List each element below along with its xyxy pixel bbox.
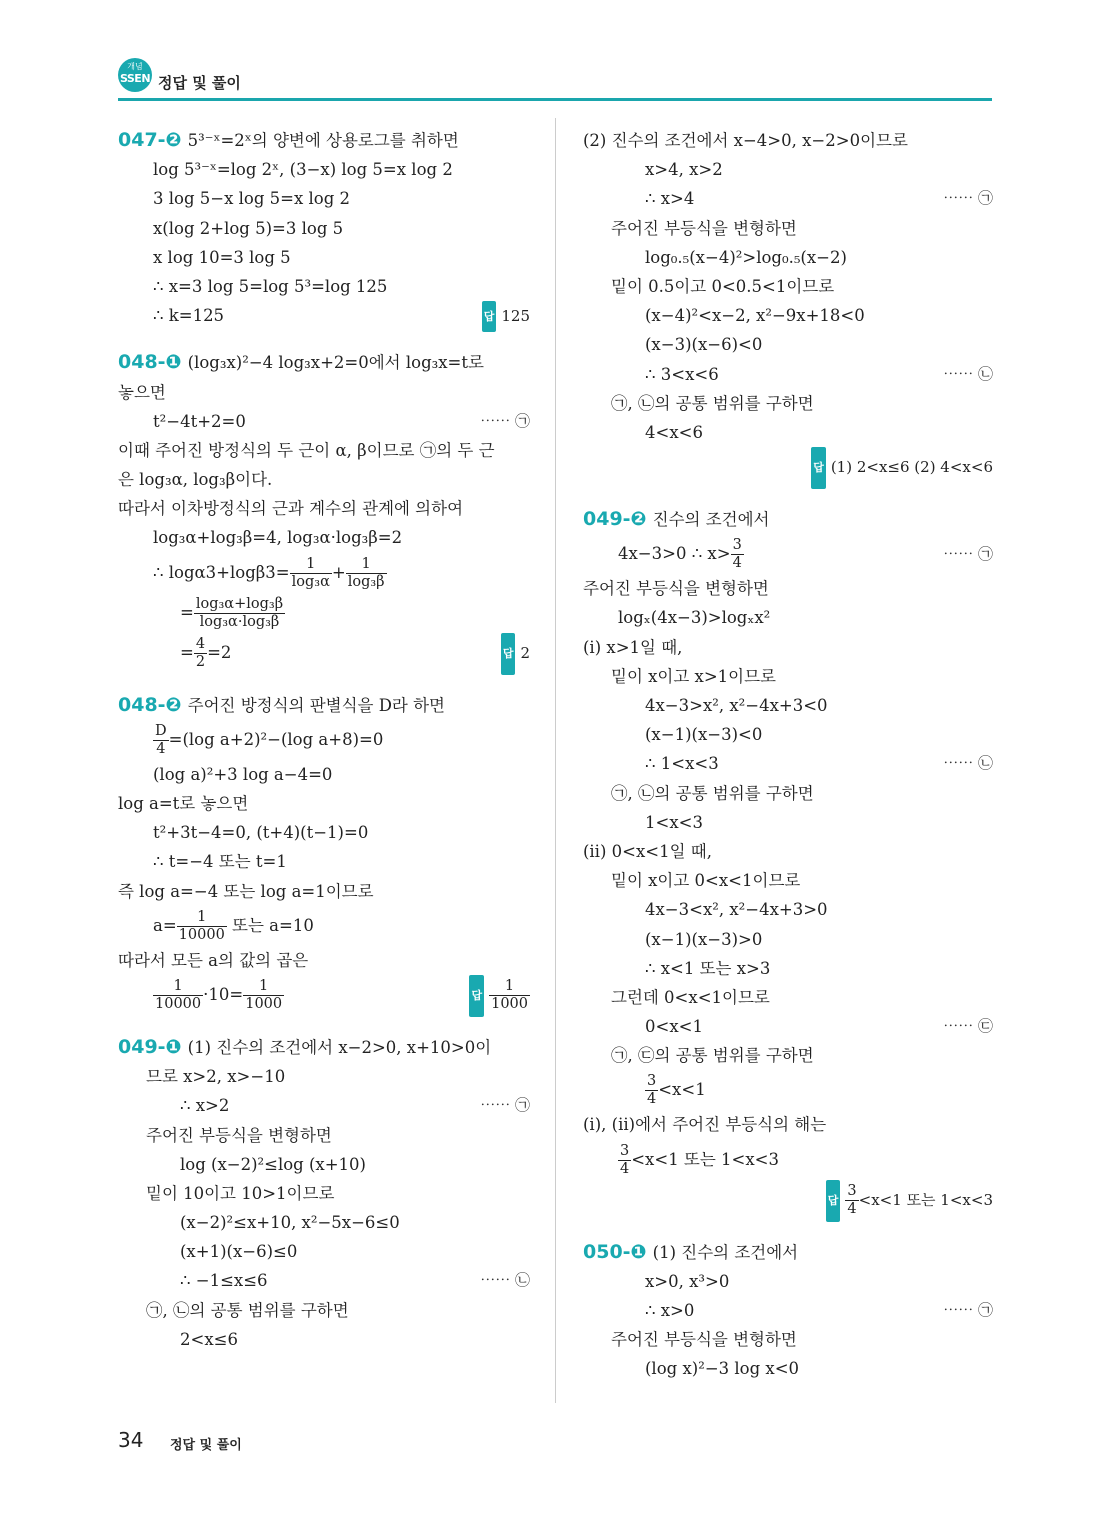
solution-line [118, 1237, 530, 1266]
numerator: 1 [489, 978, 530, 996]
solution-line [118, 633, 530, 673]
fraction [177, 909, 227, 944]
equation-marker: ⋯⋯ ㉠ [943, 1301, 993, 1319]
solution-line [118, 975, 530, 1015]
line-text: 또는 a=10 [226, 915, 314, 935]
fraction [194, 636, 207, 671]
line-text: 주어진 부등식을 변형하면 [583, 579, 769, 599]
line-text: 그런데 0<x<1이므로 [611, 987, 770, 1007]
line-text: <x<1 또는 1<x<3 [631, 1149, 780, 1169]
solution-line [583, 1110, 993, 1139]
solution-line [583, 184, 993, 213]
solution-line [118, 1062, 530, 1091]
answer-badge: 답 [811, 447, 826, 489]
denominator: log₃α·log₃β [199, 613, 280, 630]
fraction [194, 596, 285, 631]
line-text: ∴ logα3+logβ3= [153, 562, 290, 582]
solution-line [583, 214, 993, 243]
solution-line [118, 1179, 530, 1208]
solution-line [118, 760, 530, 789]
answer-value: (1) 2<x≤6 (2) 4<x<6 [830, 458, 993, 477]
numerator: 1 [243, 978, 284, 996]
page-number: 34 [118, 1428, 144, 1452]
line-text: (log a)²+3 log a−4=0 [153, 764, 333, 784]
solution-line [118, 243, 530, 272]
page-header [118, 58, 992, 102]
numerator: 1 [177, 909, 227, 927]
problem-number: 047-❷ [118, 129, 182, 151]
left-column [118, 126, 530, 1354]
numerator: 4 [195, 635, 206, 652]
answer-fraction [489, 978, 530, 1013]
solution-line [583, 389, 993, 418]
logo-line2: SSEN [119, 72, 151, 85]
solution-line [583, 447, 993, 487]
solution-line [583, 603, 993, 632]
line-text: ∴ 3<x<6 [645, 364, 719, 384]
numerator: 1 [346, 556, 387, 574]
solution-line [583, 574, 993, 603]
footer-title: 정답 및 풀이 [170, 1438, 242, 1453]
line-text: ∴ x>0 [645, 1301, 695, 1320]
line-text: <x<1 [658, 1080, 706, 1100]
line-text: (log x)²−3 log x<0 [645, 1359, 800, 1379]
solution-line [583, 1325, 993, 1354]
line-text: 즉 log a=−4 또는 log a=1이므로 [118, 881, 374, 901]
line-text: logₓ(4x−3)>logₓx² [618, 608, 771, 628]
solution-line [118, 553, 530, 593]
line-text: t²−4t+2=0 [153, 411, 246, 431]
line-text: x>0, x³>0 [645, 1271, 730, 1291]
solution-line [118, 906, 530, 946]
solution-line [583, 633, 993, 662]
line-text: 2<x≤6 [180, 1329, 238, 1349]
line-text: = [180, 602, 194, 622]
solution-line [118, 789, 530, 818]
answer-value: 2 [520, 643, 530, 662]
operator: + [331, 562, 346, 582]
fraction [153, 978, 203, 1013]
logo-line1: 개념 [127, 62, 143, 71]
line-text: (1) 진수의 조건에서 x−2>0, x+10>0이 [187, 1037, 492, 1057]
line-text: 4<x<6 [645, 422, 703, 442]
solution-line [118, 1091, 530, 1120]
line-text: (ⅰ), (ⅱ)에서 주어진 부등식의 해는 [583, 1115, 827, 1135]
equation-marker: ⋯⋯ ㉡ [943, 754, 993, 773]
answer [826, 1180, 993, 1222]
denominator: 1000 [245, 995, 283, 1012]
solution-line [118, 720, 530, 760]
equation-marker: ⋯⋯ ㉠ [943, 545, 993, 564]
line-text: ∴ 1<x<3 [645, 754, 719, 774]
line-text: (x−3)(x−6)<0 [645, 335, 763, 355]
line-text: ㉠, ㉢의 공통 범위를 구하면 [611, 1046, 814, 1066]
denominator: 4 [647, 1091, 657, 1108]
solution-line [118, 184, 530, 213]
line-text: (x−2)²≤x+10, x²−5x−6≤0 [180, 1213, 400, 1233]
line-text: ㉠, ㉡의 공통 범위를 구하면 [611, 783, 814, 803]
answer-value: <x<1 또는 1<x<3 [858, 1190, 993, 1209]
line-text: ∴ t=−4 또는 t=1 [153, 852, 287, 872]
solution-line [583, 662, 993, 691]
solution-line [583, 1140, 993, 1180]
solution-line [118, 1150, 530, 1179]
line-text: (x−4)²<x−2, x²−9x+18<0 [645, 306, 865, 326]
problem-number: 048-❶ [118, 351, 182, 374]
answer [482, 301, 530, 332]
answer-badge: 답 [482, 301, 497, 332]
line-text: =(log a+2)²−(log a+8)=0 [168, 729, 384, 749]
fraction [645, 1073, 658, 1108]
denominator: 1000 [491, 996, 528, 1013]
solution-line [118, 847, 530, 876]
solution-line [118, 1296, 530, 1325]
equation-marker: ⋯⋯ ㉠ [480, 1096, 530, 1115]
line-text: ㉠, ㉡의 공통 범위를 구하면 [146, 1300, 349, 1320]
line-text: 따라서 이차방정식의 근과 계수의 관계에 의하여 [118, 499, 464, 519]
denominator: 10000 [155, 995, 202, 1012]
line-text: t²+3t−4=0, (t+4)(t−1)=0 [153, 823, 369, 843]
problem-number: 050-❶ [583, 1240, 647, 1263]
equation-marker: ⋯⋯ ㉡ [480, 1271, 530, 1290]
problem-header [118, 691, 530, 720]
answer-badge: 답 [826, 1180, 841, 1222]
line-text: 4x−3<x², x²−4x+3>0 [645, 900, 828, 920]
solution-line [583, 1070, 993, 1110]
solution-line [583, 954, 993, 983]
denominator: 4 [732, 555, 742, 572]
numerator: 3 [732, 537, 742, 554]
problem-header [583, 1238, 993, 1267]
equation-marker: ⋯⋯ ㉢ [943, 1017, 993, 1036]
solution-line [583, 983, 993, 1012]
solution-line [583, 1180, 993, 1220]
line-text: log a=t로 놓으면 [118, 794, 249, 813]
solution-line [583, 808, 993, 837]
header-title: 정답 및 풀이 [158, 74, 241, 92]
equation-marker: ⋯⋯ ㉠ [480, 411, 530, 430]
line-text: 주어진 부등식을 변형하면 [611, 1330, 797, 1350]
solution-line [583, 1041, 993, 1070]
solution-line [118, 1121, 530, 1150]
column-divider [555, 118, 556, 1403]
fraction [153, 723, 169, 758]
solution-line [583, 1267, 993, 1296]
solution-line [583, 1354, 993, 1383]
line-text: (x−1)(x−3)<0 [645, 725, 763, 745]
solution-line [583, 837, 993, 866]
problem-number: 049-❶ [118, 1035, 182, 1058]
solution-line [118, 465, 530, 494]
numerator: 3 [847, 1183, 857, 1200]
denominator: 10000 [178, 926, 225, 943]
denominator: log₃α [291, 573, 330, 590]
solution-line [583, 720, 993, 749]
answer [469, 975, 530, 1017]
numerator: 1 [153, 978, 203, 996]
line-text: 은 log₃α, log₃β이다. [118, 470, 273, 490]
denominator: log₃β [347, 573, 385, 590]
answer [811, 447, 993, 489]
problem-number: 048-❷ [118, 693, 182, 716]
solution-line [118, 523, 530, 552]
line-text: 밑이 x이고 0<x<1이므로 [611, 871, 801, 891]
line-text: x log 10=3 log 5 [153, 247, 291, 267]
line-text: 3 log 5−x log 5=x log 2 [153, 189, 351, 209]
line-text: 주어진 부등식을 변형하면 [611, 218, 797, 238]
line-text: 0<x<1 [645, 1017, 703, 1037]
right-column [583, 126, 993, 1384]
solution-line [118, 1266, 530, 1295]
solution-line [583, 155, 993, 184]
numerator: 3 [620, 1142, 630, 1159]
line-text: (x−1)(x−3)>0 [645, 929, 763, 949]
line-text: log₀.₅(x−4)²>log₀.₅(x−2) [645, 247, 847, 267]
solution-line [583, 126, 993, 155]
answer-badge: 답 [501, 633, 516, 675]
problem-header [118, 126, 530, 155]
line-text: 므로 x>2, x>−10 [146, 1067, 286, 1087]
line-text: (ⅰ) x>1일 때, [583, 637, 683, 657]
solution-line [118, 272, 530, 301]
solution-line [583, 1012, 993, 1041]
equation-marker: ⋯⋯ ㉡ [943, 364, 993, 383]
numerator: 1 [290, 556, 332, 574]
problem-header [583, 505, 993, 534]
line-text: ∴ −1≤x≤6 [180, 1271, 268, 1291]
solution-line [583, 301, 993, 330]
solution-line [118, 407, 530, 436]
solution-line [118, 877, 530, 906]
solution-line [583, 925, 993, 954]
fraction [290, 556, 332, 591]
solution-line [118, 155, 530, 184]
answer-fraction [845, 1183, 858, 1218]
denominator: 4 [620, 1160, 630, 1177]
fraction [243, 978, 284, 1013]
line-text: 밑이 x이고 x>1이므로 [611, 666, 776, 686]
solution-line [583, 691, 993, 720]
solution-line [583, 895, 993, 924]
numerator: D [155, 722, 167, 739]
equation-marker: ⋯⋯ ㉠ [943, 189, 993, 208]
line-text: (1) 진수의 조건에서 [652, 1242, 799, 1262]
line-text: = [180, 642, 194, 662]
solution-line [118, 1208, 530, 1237]
header-rule [118, 98, 992, 101]
answer-value: 125 [501, 307, 530, 326]
line-text: log 5³⁻ˣ=log 2ˣ, (3−x) log 5=x log 2 [153, 160, 453, 180]
denominator: 4 [156, 740, 166, 757]
solution-line [118, 494, 530, 523]
line-text: x(log 2+log 5)=3 log 5 [153, 218, 344, 238]
line-text: (ⅱ) 0<x<1일 때, [583, 841, 712, 861]
line-text: 5³⁻ˣ=2ˣ의 양변에 상용로그를 취하면 [187, 131, 459, 150]
solution-line [583, 779, 993, 808]
line-text: (log₃x)²−4 log₃x+2=0에서 log₃x=t로 [187, 353, 484, 373]
line-text: 4x−3>0 ∴ x> [618, 544, 731, 564]
line-text: x>4, x>2 [645, 160, 723, 180]
fraction [731, 537, 744, 572]
line-text: ∴ x>4 [645, 189, 695, 209]
line-text: 주어진 부등식을 변형하면 [146, 1125, 332, 1145]
problem-number: 049-❷ [583, 508, 647, 531]
solution-line [583, 272, 993, 301]
line-text: 밑이 10이고 10>1이므로 [146, 1183, 335, 1203]
solution-line [583, 360, 993, 389]
line-text: 4x−3>x², x²−4x+3<0 [645, 696, 828, 715]
solution-line [583, 243, 993, 272]
line-text: log₃α+log₃β=4, log₃α·log₃β=2 [153, 528, 403, 548]
answer-badge: 답 [469, 975, 484, 1017]
line-text: 진수의 조건에서 [652, 510, 770, 530]
solution-line [583, 866, 993, 895]
solution-line [118, 593, 530, 633]
denominator: 2 [195, 653, 206, 670]
line-text: (x+1)(x−6)≤0 [180, 1242, 298, 1262]
denominator: 4 [847, 1201, 857, 1218]
solution-line [583, 330, 993, 359]
fraction [346, 556, 387, 591]
solution-line [583, 749, 993, 778]
problem-header [118, 1033, 530, 1062]
line-text: 밑이 0.5이고 0<0.5<1이므로 [611, 276, 835, 296]
line-text: ∴ x<1 또는 x>3 [645, 958, 771, 978]
line-text: ∴ k=125 [153, 306, 225, 326]
brand-logo [118, 58, 152, 92]
solution-line [583, 418, 993, 447]
solution-line [118, 946, 530, 975]
line-text: ∴ x>2 [180, 1096, 230, 1116]
solution-line [118, 1325, 530, 1354]
fraction [618, 1143, 631, 1178]
operator: ·10= [203, 984, 244, 1004]
line-text: 따라서 모든 a의 값의 곱은 [118, 950, 309, 970]
numerator: log₃α+log₃β [195, 595, 284, 612]
line-text: a= [153, 915, 177, 935]
solution-line [118, 301, 530, 330]
line-text: 이때 주어진 방정식의 두 근이 α, β이므로 ㉠의 두 근 [118, 440, 495, 460]
solution-line [583, 534, 993, 574]
solution-line [118, 214, 530, 243]
solution-line [118, 378, 530, 407]
line-text: log (x−2)²≤log (x+10) [180, 1154, 366, 1174]
answer [501, 633, 530, 675]
line-text: ∴ x=3 log 5=log 5³=log 125 [153, 276, 388, 296]
solution-line [118, 436, 530, 465]
solution-line [583, 1296, 993, 1325]
problem-header [118, 348, 530, 377]
solution-line [118, 818, 530, 847]
line-text: 주어진 방정식의 판별식을 D라 하면 [187, 695, 445, 715]
line-text: (2) 진수의 조건에서 x−4>0, x−2>0이므로 [583, 131, 908, 150]
line-text: =2 [207, 642, 232, 662]
line-text: 놓으면 [118, 382, 166, 402]
line-text: ㉠, ㉡의 공통 범위를 구하면 [611, 393, 814, 413]
line-text: 1<x<3 [645, 812, 703, 832]
numerator: 3 [647, 1073, 657, 1090]
